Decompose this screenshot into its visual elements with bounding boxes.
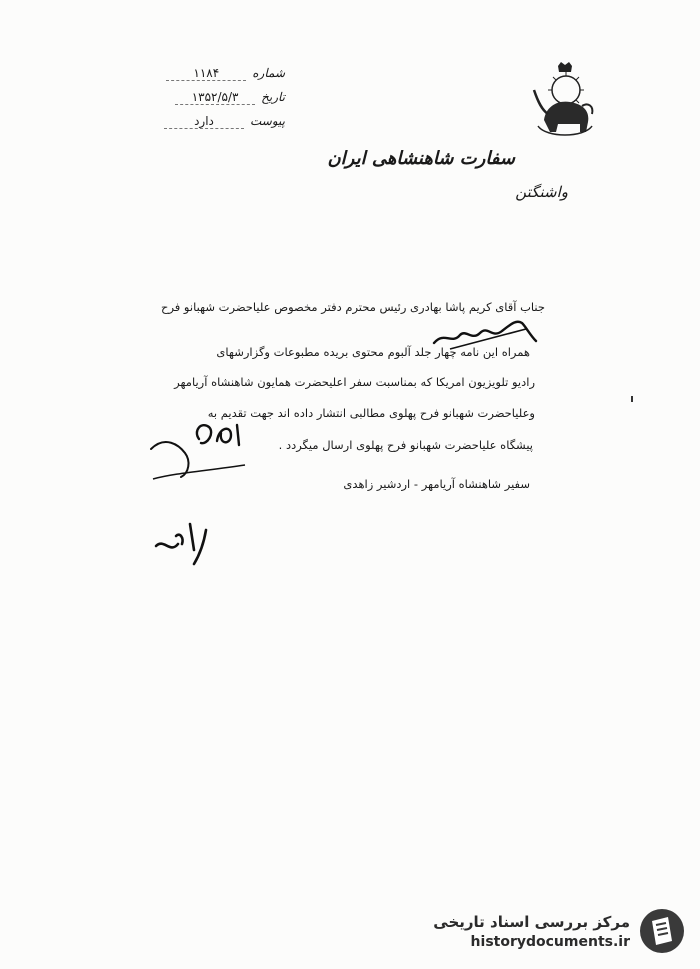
handwritten-signature — [145, 415, 255, 490]
archive-logo-icon — [638, 907, 686, 955]
addressee-line: جناب آقای کریم پاشا بهادری رئیس محترم دفتر مخصوص علیاحضرت شهبانو فرح — [161, 300, 545, 314]
handwritten-annotation — [430, 315, 540, 355]
body-line: پیشگاه علیاحضرت شهبانو فرح پهلوی ارسال میگردد . — [278, 438, 533, 452]
date-value: ۱۳۵۲/۵/۳ — [175, 90, 255, 105]
embassy-city: واشنگتن — [515, 183, 568, 201]
signature-line: سفیر شاهنشاه آریامهر - اردشیر زاهدی — [343, 477, 530, 491]
attachment-row — [160, 114, 285, 138]
body-line: رادیو تلویزیون امریکا که بمناسبت سفر اعلیحضرت همایون شاهنشاه آریامهر — [174, 375, 535, 389]
date-row — [160, 90, 285, 114]
date-label: تاریخ — [261, 90, 285, 104]
lion-and-sun-emblem — [528, 62, 602, 142]
attachment-value: دارد — [164, 114, 244, 129]
watermark-url: historydocuments.ir — [470, 934, 630, 950]
archive-watermark — [412, 905, 692, 957]
watermark-title: مرکز بررسی اسناد تاریخی — [433, 913, 630, 931]
attachment-label: پیوست — [250, 114, 285, 128]
handwritten-note — [150, 510, 220, 570]
margin-mark — [631, 396, 633, 402]
number-value: ۱۱۸۴ — [166, 66, 246, 81]
number-row — [160, 66, 285, 90]
body-line: همراه این نامه چهار جلد آلبوم محتوی بریده مطبوعات وگزارشهای — [216, 345, 530, 359]
embassy-name: سفارت شاهنشاهی ایران — [327, 148, 515, 169]
letter-header-meta — [160, 66, 285, 138]
number-label: شماره — [252, 66, 285, 80]
body-line: وعلیاحضرت شهبانو فرح پهلوی مطالبی انتشار داده اند جهت تقدیم به — [207, 406, 535, 420]
